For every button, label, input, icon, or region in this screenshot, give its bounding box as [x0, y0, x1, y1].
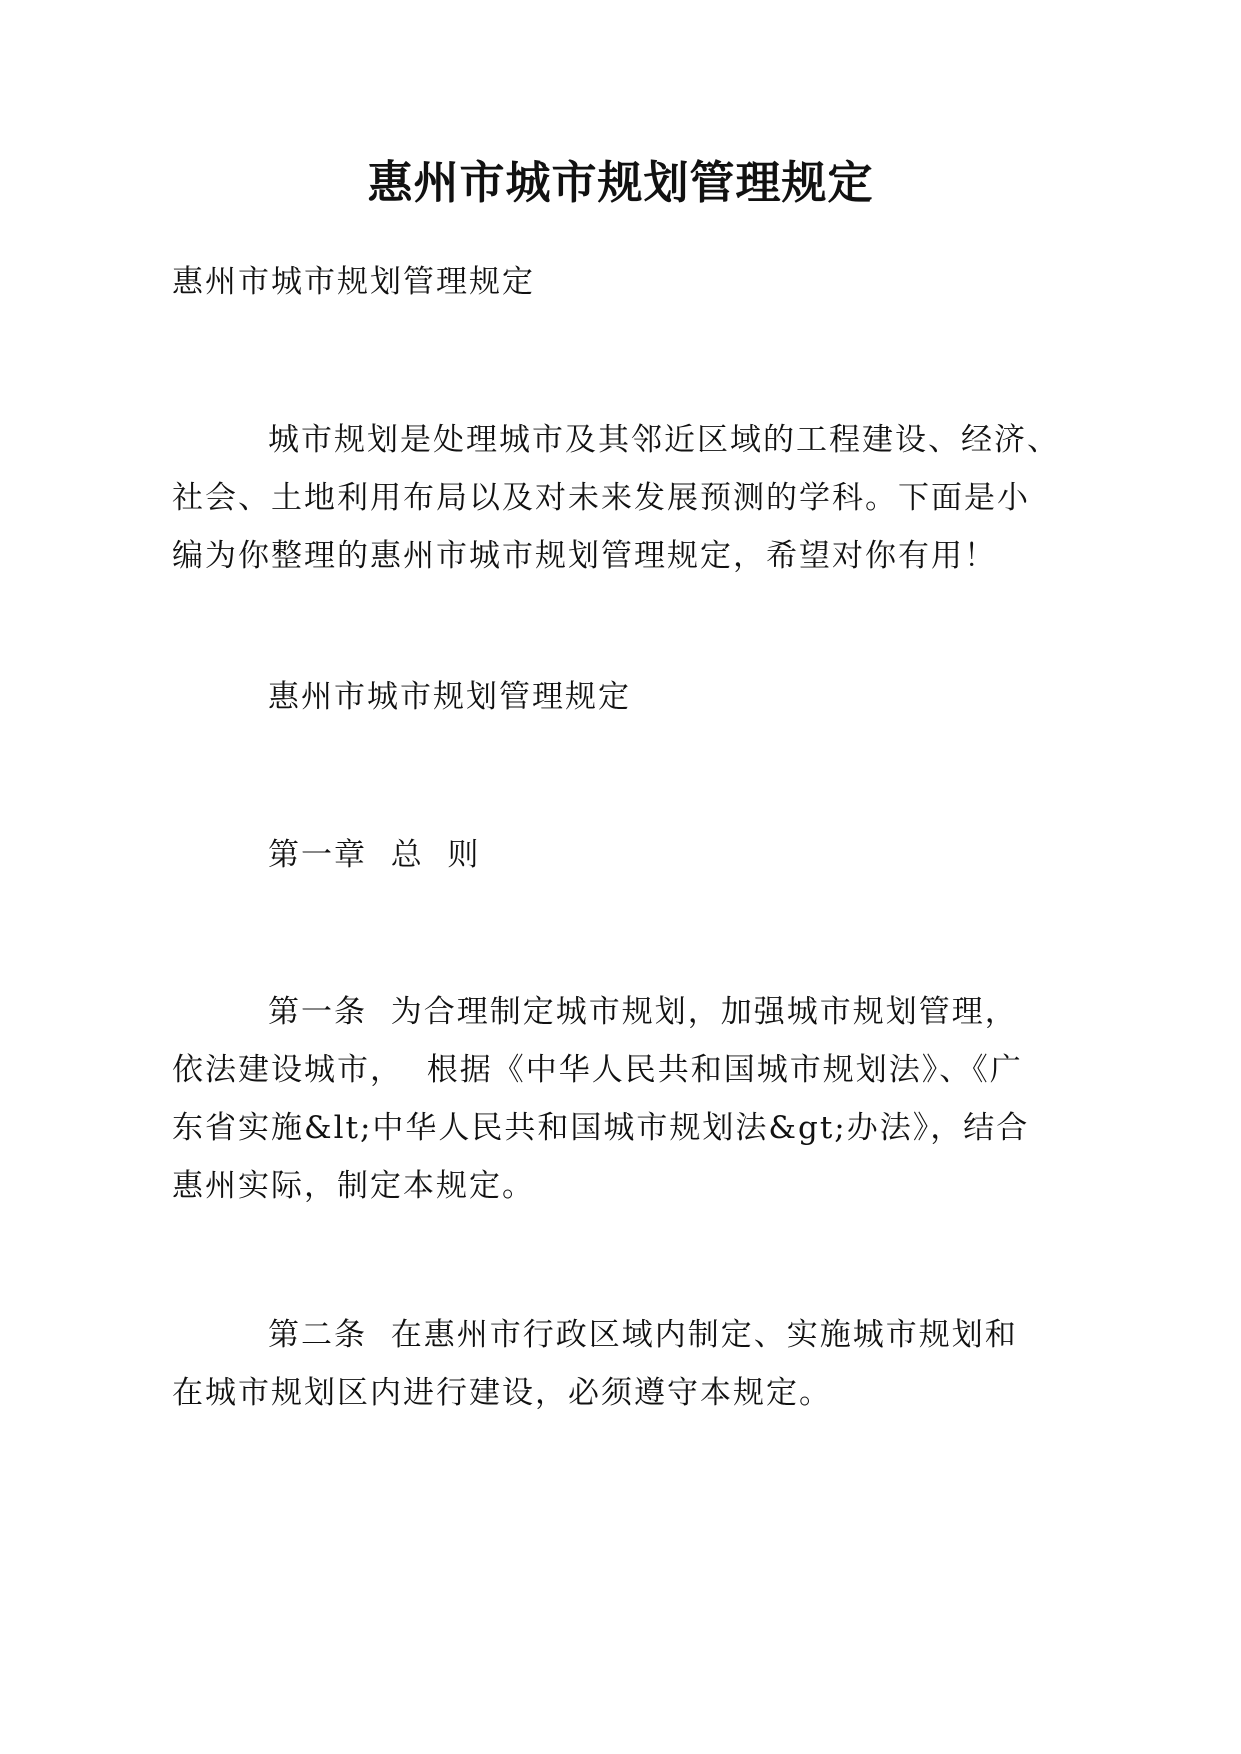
article-line: 惠州实际，制定本规定。 [172, 1168, 535, 1204]
intro-line: 编为你整理的惠州市城市规划管理规定，希望对你有用！ [172, 538, 997, 574]
section-title: 惠州市城市规划管理规定 [268, 679, 631, 715]
article-line: 东省实施&lt;中华人民共和国城市规划法&gt;办法》，结合 [172, 1110, 1030, 1146]
article-2-paragraph [172, 1306, 1018, 1422]
article-1-paragraph [172, 983, 1029, 1215]
article-line: 第一条 为合理制定城市规划，加强城市规划管理， [268, 994, 1018, 1030]
document-subtitle: 惠州市城市规划管理规定 [172, 264, 535, 300]
article-line: 依法建设城市， 根据《中华人民共和国城市规划法》、《广 [172, 1052, 1023, 1088]
article-line: 在城市规划区内进行建设，必须遵守本规定。 [172, 1375, 832, 1411]
intro-paragraph [172, 411, 1060, 585]
intro-line: 城市规划是处理城市及其邻近区域的工程建设、经济、 [268, 422, 1060, 458]
article-line: 第二条 在惠州市行政区域内制定、实施城市规划和 [268, 1317, 1018, 1353]
intro-line: 社会、土地利用布局以及对未来发展预测的学科。下面是小 [172, 480, 1030, 516]
document-title: 惠州市城市规划管理规定 [367, 156, 874, 209]
chapter-heading: 第一章 总 则 [268, 837, 481, 873]
